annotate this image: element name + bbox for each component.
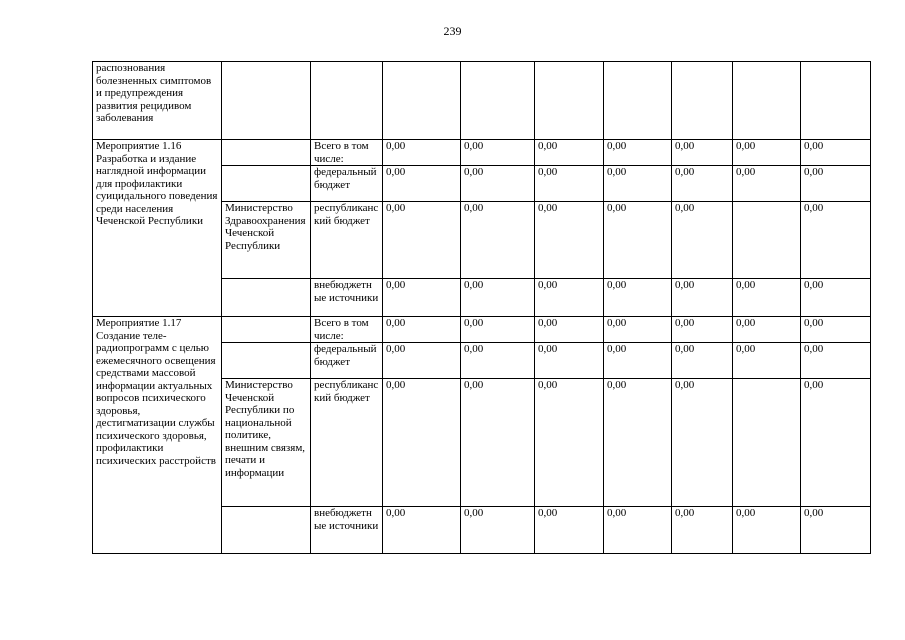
value-cell: 0,00: [383, 202, 461, 279]
value-cell: 0,00: [672, 279, 733, 317]
value-cell: 0,00: [801, 202, 871, 279]
value-cell: 0,00: [461, 140, 535, 166]
table-row: [93, 140, 871, 166]
value-cell: 0,00: [461, 317, 535, 343]
value-cell: [733, 202, 801, 279]
value-cell: 0,00: [604, 317, 672, 343]
executor-cell-empty: [222, 140, 311, 166]
empty-cell: [604, 62, 672, 140]
executor-cell-empty: [222, 507, 311, 554]
value-cell: 0,00: [672, 202, 733, 279]
value-cell: 0,00: [604, 140, 672, 166]
value-cell: [733, 379, 801, 507]
executor-cell-empty: [222, 279, 311, 317]
value-cell: 0,00: [672, 166, 733, 202]
value-cell: 0,00: [801, 317, 871, 343]
funding-source: внебюджетные источники: [311, 507, 383, 554]
empty-cell: [383, 62, 461, 140]
value-cell: 0,00: [801, 507, 871, 554]
value-cell: 0,00: [672, 317, 733, 343]
funding-source: Всего в том числе:: [311, 140, 383, 166]
value-cell: 0,00: [604, 507, 672, 554]
value-cell: 0,00: [604, 343, 672, 379]
value-cell: 0,00: [383, 279, 461, 317]
value-cell: 0,00: [383, 379, 461, 507]
value-cell: 0,00: [672, 379, 733, 507]
value-cell: 0,00: [604, 202, 672, 279]
value-cell: 0,00: [733, 507, 801, 554]
value-cell: 0,00: [461, 379, 535, 507]
value-cell: 0,00: [801, 379, 871, 507]
value-cell: 0,00: [461, 507, 535, 554]
value-cell: 0,00: [672, 140, 733, 166]
value-cell: 0,00: [535, 166, 604, 202]
value-cell: 0,00: [733, 317, 801, 343]
value-cell: 0,00: [535, 140, 604, 166]
value-cell: 0,00: [733, 343, 801, 379]
value-cell: 0,00: [535, 507, 604, 554]
value-cell: 0,00: [604, 379, 672, 507]
funding-source: республиканский бюджет: [311, 379, 383, 507]
value-cell: 0,00: [383, 343, 461, 379]
value-cell: 0,00: [535, 279, 604, 317]
executor: Министерство Здравоохранения Чеченской Республики: [222, 202, 311, 279]
value-cell: 0,00: [535, 343, 604, 379]
value-cell: 0,00: [535, 317, 604, 343]
value-cell: 0,00: [461, 202, 535, 279]
executor: Министерство Чеченской Республики по национальной политике, внешним связям, печати и информации: [222, 379, 311, 507]
value-cell: 0,00: [801, 343, 871, 379]
funding-source: федеральный бюджет: [311, 166, 383, 202]
funding-table: [92, 61, 871, 554]
funding-source: федеральный бюджет: [311, 343, 383, 379]
executor-cell-empty: [222, 166, 311, 202]
empty-cell: [461, 62, 535, 140]
value-cell: 0,00: [535, 202, 604, 279]
measure-title: Мероприятие 1.17 Создание теле-радиопрограмм с целью ежемесячного освещения средствами массовой информации актуальных вопросов психического здоровья, дестигматизации службы психического здоровья, профилактики психических расстройств: [93, 317, 222, 554]
value-cell: 0,00: [383, 140, 461, 166]
value-cell: 0,00: [461, 166, 535, 202]
continuation-row: [93, 62, 871, 140]
value-cell: 0,00: [733, 279, 801, 317]
value-cell: 0,00: [733, 140, 801, 166]
value-cell: 0,00: [672, 507, 733, 554]
value-cell: 0,00: [383, 507, 461, 554]
measure-title: Мероприятие 1.16 Разработка и издание наглядной информации для профилактики суицидального поведения среди населения Чеченской Республики: [93, 140, 222, 317]
executor-cell-empty: [222, 317, 311, 343]
empty-cell: [311, 62, 383, 140]
funding-source: Всего в том числе:: [311, 317, 383, 343]
value-cell: 0,00: [604, 279, 672, 317]
value-cell: 0,00: [672, 343, 733, 379]
continuation-text: распознования болезненных симптомов и предупреждения развития рецидивом заболевания: [93, 62, 222, 140]
value-cell: 0,00: [535, 379, 604, 507]
value-cell: 0,00: [383, 166, 461, 202]
empty-cell: [222, 62, 311, 140]
funding-source: внебюджетные источники: [311, 279, 383, 317]
value-cell: 0,00: [801, 166, 871, 202]
page-number: 239: [443, 24, 462, 38]
value-cell: 0,00: [801, 279, 871, 317]
value-cell: 0,00: [461, 279, 535, 317]
value-cell: 0,00: [383, 317, 461, 343]
value-cell: 0,00: [733, 166, 801, 202]
executor-cell-empty: [222, 343, 311, 379]
value-cell: 0,00: [604, 166, 672, 202]
value-cell: 0,00: [461, 343, 535, 379]
empty-cell: [672, 62, 733, 140]
value-cell: 0,00: [801, 140, 871, 166]
table-row: [93, 317, 871, 343]
funding-source: республиканский бюджет: [311, 202, 383, 279]
empty-cell: [801, 62, 871, 140]
empty-cell: [733, 62, 801, 140]
empty-cell: [535, 62, 604, 140]
